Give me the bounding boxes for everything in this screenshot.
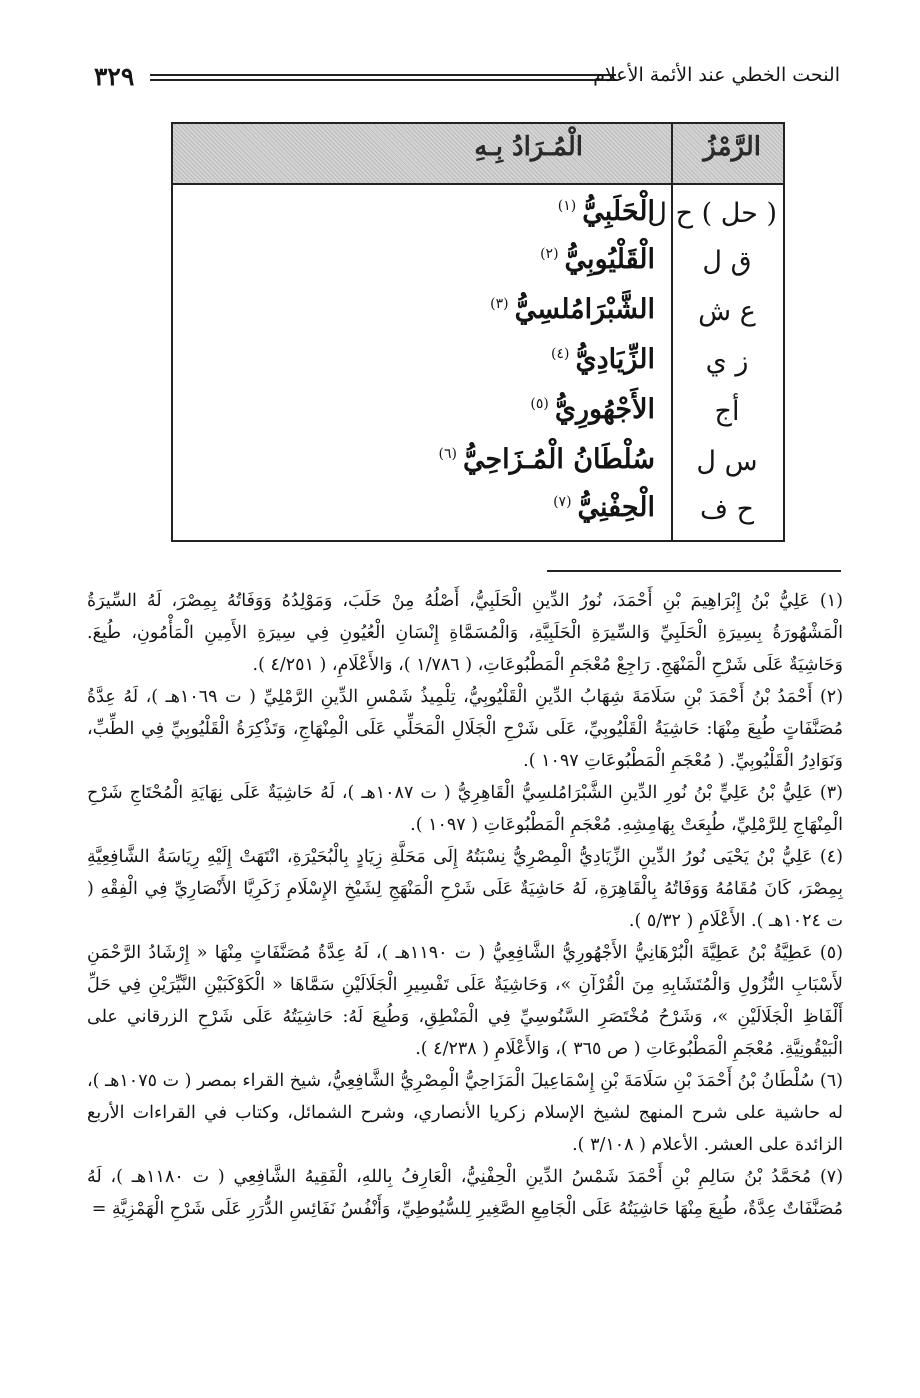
- table-header-row: [173, 124, 783, 185]
- table-row: [173, 490, 783, 538]
- table-row: [173, 194, 783, 242]
- meaning-cell: [551, 344, 655, 375]
- symbol-cell: ق ل: [702, 246, 752, 277]
- meaning-text: الْحِفْنِيُّ: [577, 492, 655, 523]
- footnote-marker: (٢): [540, 246, 559, 262]
- meaning-cell: [553, 492, 655, 523]
- footnote-3: (٣) عَلِيُّ بْنُ عَلِيٍّ بْنُ نُورِ الدِّينِ الشَّبْرَامُلسِيُّ الْقَاهِرِيُّ ( ت ١٠٨٧هـ )، لَهُ حَاشِيَةٌ عَلَى نِهَايَةِ الْمُحْتَاجِ شَرْحِ الْمِنْهَاجِ لِلرَّمْلِيِّ، طُبِعَتْ بِهَامِشِهِ. مُعْجَمِ الْمَطْبُوعَاتِ ( ١٠٩٧ ).: [87, 783, 843, 835]
- running-title: النحت الخطي عند الأئمة الأعلام: [593, 64, 840, 86]
- symbol-cell: ( حل ) ح ل: [647, 198, 777, 229]
- meaning-text: الأَجْهُورِيُّ: [554, 394, 655, 425]
- meaning-column-header: الْمُـرَادُ بِـهِ: [474, 132, 583, 162]
- symbol-column-header: الرَّمْزُ: [703, 132, 761, 162]
- page-number: ٣٢٩: [94, 62, 135, 91]
- table-row: [173, 342, 783, 390]
- meaning-cell: [490, 294, 655, 325]
- meaning-cell: [530, 394, 655, 425]
- footnote-marker: (٣): [490, 296, 509, 312]
- footnote-marker: (٦): [438, 446, 457, 462]
- meaning-text: الزِّيَادِيُّ: [575, 344, 655, 375]
- table-row: [173, 442, 783, 490]
- footnote-marker: (٥): [530, 396, 549, 412]
- meaning-cell: [439, 444, 655, 475]
- footnote-5: (٥) عَطِيَّةُ بْنُ عَطِيَّةَ الْبُرْهَانِيُّ الأَجْهُورِيُّ الشَّافِعِيُّ ( ت ١١٩٠هـ )، لَهُ عِدَّةُ مُصَنَّفَاتٍ مِنْهَا « إِرْشَادُ الرَّحْمَنِ لأَسْبَابِ النُّزُولِ وَالْمُتَشَابِهِ مِنَ الْقُرْآنِ »، وَحَاشِيَةٌ عَلَى تَفْسِيرِ الْجَلَالَيْنِ سَمَّاهَا « الْكَوْكَبَيْنِ النَّيِّرَيْنِ فِي حَلِّ أَلْفَاظِ الْجَلَالَيْنِ »، وَشَرْحُ مُخْتَصَرِ السَّنُوسِيِّ فِي الْمَنْطِقِ، وَطُبِعَ لَهُ: حَاشِيَتُهُ عَلَى شَرْحِ الزرقاني على الْبَيْقُونِيَّةِ. مُعْجَمِ الْمَطْبُوعَاتِ ( ص ٣٦٥ )، وَالأَعْلَامِ ( ٤/٢٣٨ ).: [87, 943, 843, 1059]
- meaning-cell: [558, 196, 655, 227]
- symbol-cell: س ل: [696, 446, 758, 477]
- footnote-1: (١) عَلِيُّ بْنُ إِبْرَاهِيمَ بْنِ أَحْمَدَ، نُورُ الدِّينِ الْحَلَبِيُّ، أَصْلُهُ مِنْ حَلَبَ، وَمَوْلِدُهُ وَوَفَاتُهُ بِمِصْرَ، لَهُ السِّيرَةُ الْمَشْهُورَةُ بِسِيرَةِ الْحَلَبِيِّ وَالسِّيرَةِ الْحَلَبِيَّةِ، وَالْمُسَمَّاةِ إِنْسَانِ الْعُيُونِ فِي سِيرَةِ الأَمِينِ الْمَأْمُونِ، طُبِعَ. وَحَاشِيَةٌ عَلَى شَرْحِ الْمَنْهَجِ. رَاجِعْ مُعْجَمِ الْمَطْبُوعَاتِ، ( ١/٧٨٦ )، وَالأَعْلَامِ، ( ٤/٢٥١ ).: [87, 591, 843, 675]
- table-row: [173, 392, 783, 440]
- footnote-marker: (٧): [553, 494, 572, 510]
- footnote-6: (٦) سُلْطَانُ بْنُ أَحْمَدَ بْنِ سَلَامَةَ بْنِ إِسْمَاعِيلَ الْمَزَاحِيُّ الْمِصْرِيُّ الشَّافِعِيُّ، شيخ القراء بمصر ( ت ١٠٧٥هـ )، له حاشية على شرح المنهج لشيخ الإسلام زكريا الأنصاري، وشرح الشمائل، وكتاب في القراءات الأربع الزائدة على العشر. الأعلام ( ٣/١٠٨ ).: [87, 1071, 843, 1155]
- symbol-cell: ع ش: [698, 296, 756, 327]
- page-header: [92, 58, 840, 98]
- footnote-7: (٧) مُحَمَّدُ بْنُ سَالِمِ بْنِ أَحْمَدَ شَمْسُ الدِّينِ الْحِفْنِيُّ، الْعَارِفُ بِاللهِ، الْفَقِيهُ الشَّافِعِي ( ت ١١٨٠هـ )، لَهُ مُصَنَّفَاتٌ عِدَّةٌ، طُبِعَ مِنْهَا حَاشِيَتُهُ عَلَى الْجَامِعِ الصَّغِيرِ لِلسُّيُوطِيِّ، وَأَنْفُسُ نَفَائِسِ الدُّرَرِ عَلَى شَرْحِ الْهَمْزِيَّةِ =: [87, 1167, 844, 1219]
- symbol-cell: ز ي: [705, 346, 749, 377]
- symbol-cell: أج: [714, 396, 740, 427]
- meaning-text: الشَّبْرَامُلسِيُّ: [514, 294, 655, 325]
- meaning-text: الْقَلْيُوبِيُّ: [564, 244, 655, 275]
- footnote-separator: [547, 570, 841, 572]
- header-rule: [150, 74, 616, 81]
- footnote-2: (٢) أَحْمَدُ بْنُ أَحْمَدَ بْنِ سَلَامَةَ شِهَابُ الدِّينِ الْقَلْيُوبِيُّ، تِلْمِيذُ شَمْسِ الدِّينِ الرَّمْلِيِّ ( ت ١٠٦٩هـ )، لَهُ عِدَّةُ مُصَنَّفَاتٍ طُبِعَ مِنْهَا: حَاشِيَةُ الْقَلْيُوبِيِّ، عَلَى شَرْحِ الْجَلَالِ الْمَحَلِّي عَلَى الْمِنْهَاجِ، وَتَذْكِرَةُ الْقَلْيُوبِيِّ فِي الطِّبِّ، وَنَوَادِرُ الْقَلْيُوبِيِّ. ( مُعْجَمِ الْمَطْبُوعَاتِ ١٠٩٧ ).: [87, 687, 844, 771]
- footnote-4: (٤) عَلِيُّ بْنُ يَحْيَى نُورُ الدِّينِ الزِّيَادِيُّ الْمِصْرِيُّ نِسْبَتُهُ إِلَى مَحَلَّةِ زِيَادٍ بِالْبُحَيْرَةِ، انْتَهَتْ إِلَيْهِ رِيَاسَةُ الشَّافِعِيَّةِ بِمِصْرَ، كَانَ مُقَامُهُ وَوَفَاتُهُ بِالْقَاهِرَةِ، لَهُ حَاشِيَةٌ عَلَى شَرْحِ الْمَنْهَجِ لِشَيْخِ الإِسْلَامِ زَكَرِيَّا الأَنْصَارِيِّ فِي الْفِقْهِ ( ت ١٠٢٤هـ ). الأَعْلَامِ ( ٥/٣٢ ).: [87, 847, 843, 931]
- meaning-cell: [540, 244, 655, 275]
- symbol-cell: ح ف: [700, 494, 754, 525]
- footnote-marker: (١): [557, 198, 577, 214]
- meaning-text: الْحَلَبِيُّ: [582, 196, 655, 227]
- symbols-table: [171, 122, 785, 542]
- table-row: [173, 242, 783, 290]
- meaning-text: سُلْطَانُ الْمُـزَاحِيُّ: [462, 444, 655, 475]
- table-row: [173, 292, 783, 340]
- footnotes: [87, 585, 843, 1225]
- footnote-marker: (٤): [551, 346, 570, 362]
